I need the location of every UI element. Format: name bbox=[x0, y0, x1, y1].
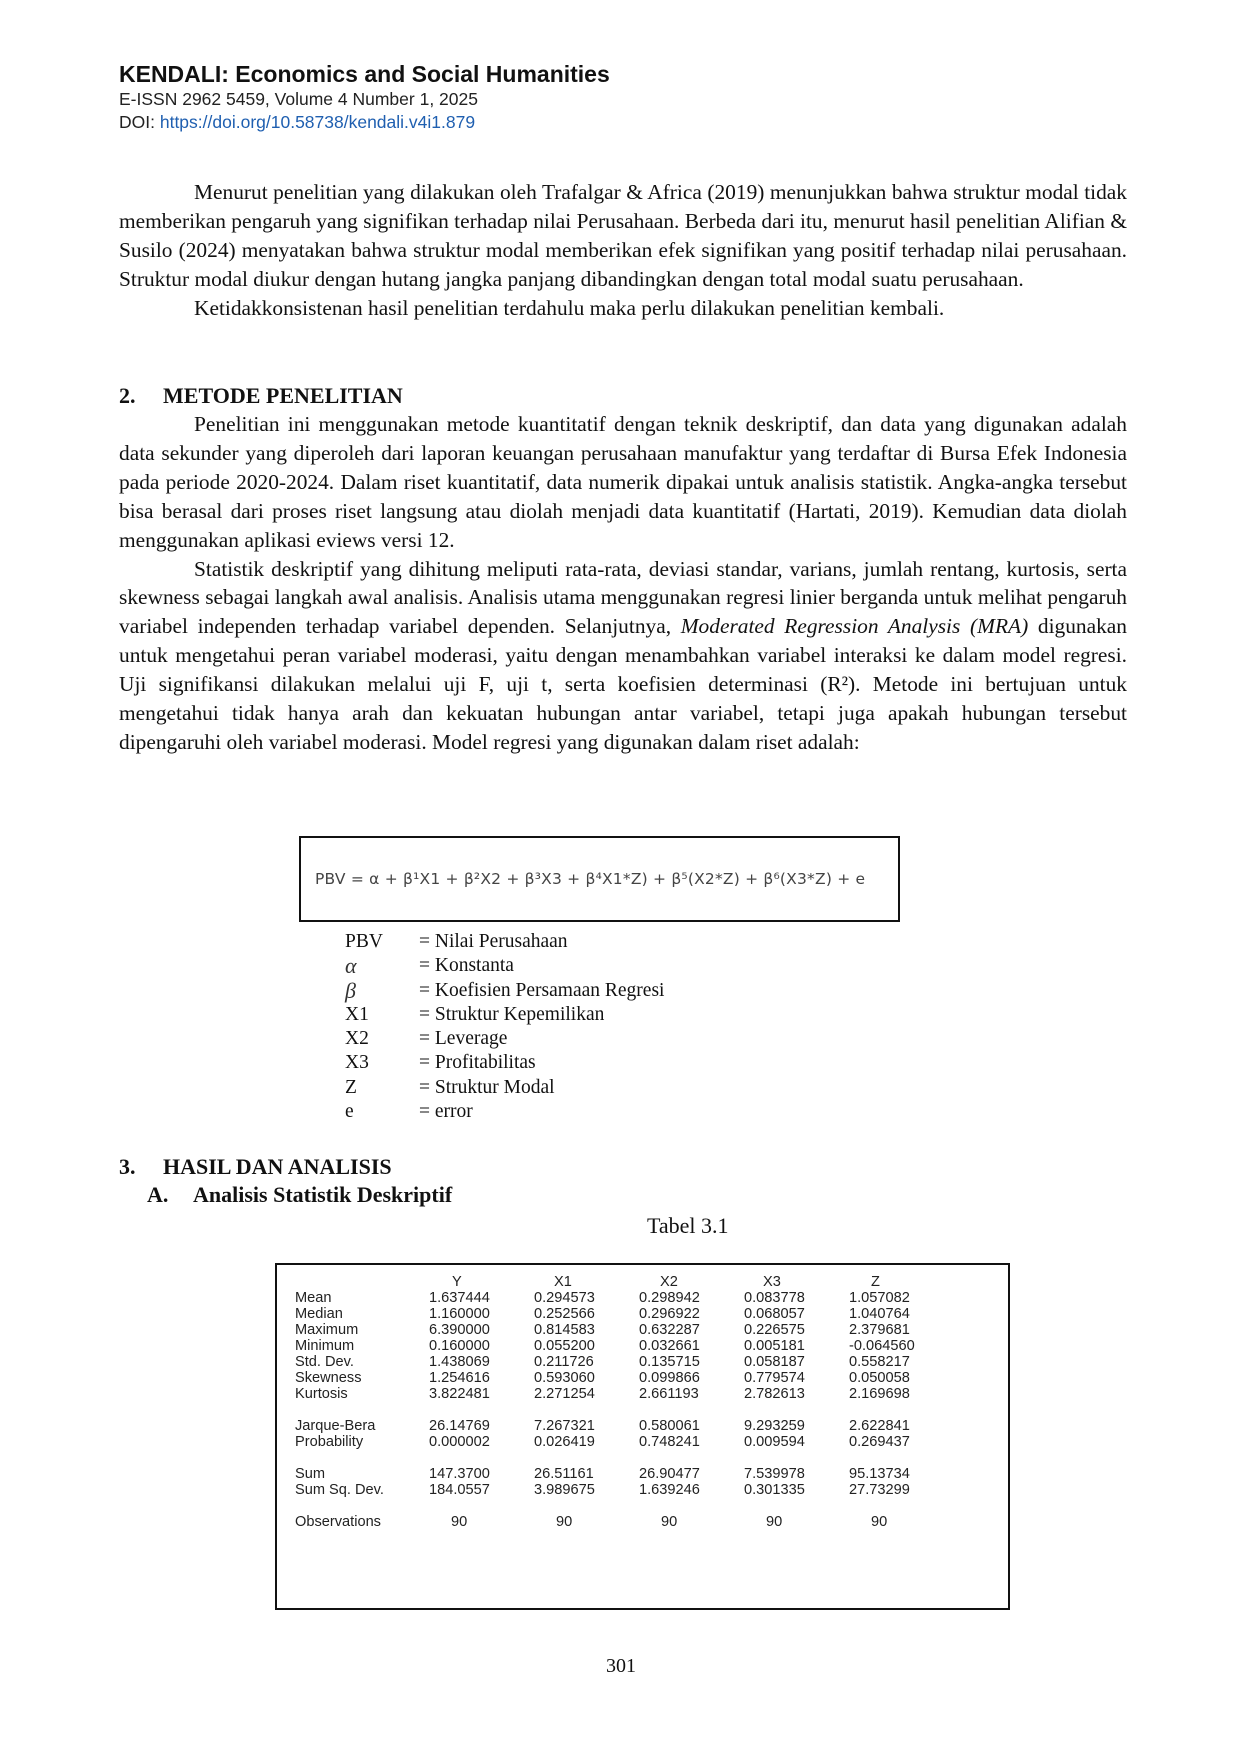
table-cell: 26.90477 bbox=[639, 1466, 700, 1482]
table-cell: 90 bbox=[451, 1514, 468, 1530]
legend-desc: = Struktur Modal bbox=[419, 1076, 555, 1098]
legend-row bbox=[345, 1100, 664, 1124]
method-paragraph-1: Penelitian ini menggunakan metode kuantitatif dengan teknik deskriptif, dan data yang digunakan adalah data sekunder yang diperoleh dari laporan keuangan perusahaan manufaktur yang terdaftar di Bursa Efek Indonesia pada periode 2020-2024. Dalam riset kuantitatif, data numerik dipakai untuk analisis statistik. Angka-angka tersebut bisa berasal dari proses riset langsung atau diolah menjadi data kuantitatif (Hartati, 2019). Kemudian data diolah menggunakan aplikasi eviews versi 12. bbox=[119, 412, 1127, 552]
table-row bbox=[277, 1433, 1008, 1451]
mra-term: Moderated Regression Analysis (MRA) bbox=[680, 614, 1029, 639]
doi-link[interactable]: https://doi.org/10.58738/kendali.v4i1.879 bbox=[159, 112, 476, 132]
table-cell: 0.005181 bbox=[744, 1338, 805, 1354]
legend-row bbox=[345, 954, 664, 978]
legend-desc: = Nilai Perusahaan bbox=[419, 931, 568, 952]
table-cell: 2.169698 bbox=[849, 1386, 910, 1402]
legend-desc: = Konstanta bbox=[419, 955, 514, 977]
table-cell: 95.13734 bbox=[849, 1466, 910, 1482]
table-cell: 1.637444 bbox=[429, 1290, 490, 1306]
table-row bbox=[277, 1385, 1008, 1403]
table-cell: 3.822481 bbox=[429, 1386, 490, 1402]
table-cell: -0.064560 bbox=[849, 1338, 915, 1354]
table-cell: 2.379681 bbox=[849, 1322, 910, 1338]
legend-symbol: PBV bbox=[345, 931, 383, 952]
regression-formula-box bbox=[299, 836, 900, 922]
legend-desc: = Leverage bbox=[419, 1028, 508, 1050]
table-caption: Tabel 3.1 bbox=[647, 1213, 729, 1238]
legend-row bbox=[345, 1076, 664, 1100]
row-label: Kurtosis bbox=[295, 1386, 348, 1402]
row-label: Probability bbox=[295, 1434, 364, 1450]
legend-symbol: X1 bbox=[345, 1003, 369, 1025]
legend-symbol: Z bbox=[345, 1076, 357, 1098]
doi-line bbox=[119, 111, 610, 134]
table-cell: 0.269437 bbox=[849, 1434, 910, 1450]
table-cell: 1.160000 bbox=[429, 1306, 490, 1322]
table-cell: 2.622841 bbox=[849, 1418, 910, 1434]
table-cell: 2.782613 bbox=[744, 1386, 805, 1402]
section-2-title: METODE PENELITIAN bbox=[163, 383, 403, 408]
table-cell: 0.099866 bbox=[639, 1370, 700, 1386]
table-cell: 90 bbox=[871, 1514, 888, 1530]
legend-symbol: β bbox=[345, 977, 356, 1003]
column-header: Y bbox=[452, 1274, 462, 1290]
table-cell: 0.160000 bbox=[429, 1338, 490, 1354]
method-paragraph-2 bbox=[119, 555, 1127, 757]
doi-prefix: DOI: bbox=[119, 112, 160, 132]
subsection-a-number: A. bbox=[147, 1182, 169, 1207]
table-cell: 1.254616 bbox=[429, 1370, 490, 1386]
table-cell: 0.026419 bbox=[534, 1434, 595, 1450]
table-cell: 0.050058 bbox=[849, 1370, 910, 1386]
table-cell: 0.301335 bbox=[744, 1482, 805, 1498]
table-cell: 0.032661 bbox=[639, 1338, 700, 1354]
page-number: 301 bbox=[606, 1655, 636, 1677]
table-cell: 0.296922 bbox=[639, 1306, 700, 1322]
table-cell: 1.438069 bbox=[429, 1354, 490, 1370]
regression-formula: PBV = α + β¹X1 + β²X2 + β³X3 + β⁴X1*Z) + β⁵(X2*Z) + β⁶(X3*Z) + e bbox=[315, 870, 866, 888]
row-label: Median bbox=[295, 1306, 343, 1322]
table-cell: 147.3700 bbox=[429, 1466, 490, 1482]
table-cell: 7.539978 bbox=[744, 1466, 805, 1482]
table-cell: 0.068057 bbox=[744, 1306, 805, 1322]
legend-row bbox=[345, 1051, 664, 1075]
section-3-number: 3. bbox=[119, 1154, 136, 1179]
table-cell: 0.814583 bbox=[534, 1322, 595, 1338]
row-label: Mean bbox=[295, 1290, 332, 1306]
table-cell: 90 bbox=[766, 1514, 783, 1530]
legend-row bbox=[345, 930, 664, 954]
section-2-number: 2. bbox=[119, 383, 136, 408]
section-2-text bbox=[119, 410, 1127, 757]
table-cell: 1.040764 bbox=[849, 1306, 910, 1322]
intro-paragraph-2: Ketidakkonsistenan hasil penelitian terdahulu maka perlu dilakukan penelitian kembali. bbox=[194, 295, 945, 320]
column-header: X2 bbox=[660, 1274, 678, 1290]
subsection-a-title: Analisis Statistik Deskriptif bbox=[193, 1182, 453, 1207]
table-cell: 2.661193 bbox=[639, 1386, 699, 1402]
table-cell: 0.298942 bbox=[639, 1290, 700, 1306]
journal-title: KENDALI: Economics and Social Humanities bbox=[119, 61, 610, 87]
table-cell: 90 bbox=[661, 1514, 678, 1530]
row-label: Jarque-Bera bbox=[295, 1418, 376, 1434]
table-cell: 0.211726 bbox=[534, 1354, 594, 1370]
legend-symbol: X2 bbox=[345, 1028, 369, 1050]
table-cell: 7.267321 bbox=[534, 1418, 595, 1434]
legend-symbol: e bbox=[345, 1101, 354, 1123]
subsection-a-heading bbox=[147, 1181, 452, 1209]
table-cell: 27.73299 bbox=[849, 1482, 910, 1498]
table-cell: 0.580061 bbox=[639, 1418, 700, 1434]
legend-desc: = Koefisien Persamaan Regresi bbox=[419, 979, 665, 1001]
row-label: Std. Dev. bbox=[295, 1354, 354, 1370]
table-cell: 0.779574 bbox=[744, 1370, 805, 1386]
table-cell: 26.51161 bbox=[534, 1466, 594, 1482]
column-header: X1 bbox=[554, 1274, 572, 1290]
table-cell: 3.989675 bbox=[534, 1482, 595, 1498]
table-row bbox=[277, 1513, 1008, 1531]
row-label: Skewness bbox=[295, 1370, 362, 1386]
table-cell: 0.055200 bbox=[534, 1338, 595, 1354]
legend-row bbox=[345, 979, 664, 1003]
table-cell: 1.057082 bbox=[849, 1290, 910, 1306]
column-header: Z bbox=[871, 1274, 880, 1290]
table-cell: 0.009594 bbox=[744, 1434, 805, 1450]
table-cell: 6.390000 bbox=[429, 1322, 490, 1338]
legend-desc: = error bbox=[419, 1101, 473, 1123]
table-cell: 0.058187 bbox=[744, 1354, 805, 1370]
table-cell: 0.252566 bbox=[534, 1306, 595, 1322]
method-p2-before: Statistik deskriptif yang dihitung meliputi rata-rata, deviasi standar, varians, jumlah rentang, kurtosis, serta skewness sebagai langkah awal analisis. Analisis utama menggunakan regresi linier berganda untuk melihat pengaruh variabel independen terhadap variabel dependen. Selanjutnya, bbox=[119, 556, 1127, 639]
table-cell: 0.558217 bbox=[849, 1354, 910, 1370]
legend-desc: = Profitabilitas bbox=[419, 1052, 536, 1074]
table-cell: 184.0557 bbox=[429, 1482, 490, 1498]
table-cell: 0.000002 bbox=[429, 1434, 490, 1450]
section-3-title: HASIL DAN ANALISIS bbox=[163, 1154, 392, 1179]
table-cell: 1.639246 bbox=[639, 1482, 700, 1498]
table-cell: 90 bbox=[556, 1514, 573, 1530]
legend-desc: = Struktur Kepemilikan bbox=[419, 1003, 605, 1025]
row-label: Sum bbox=[295, 1466, 326, 1482]
table-cell: 0.226575 bbox=[744, 1322, 805, 1338]
row-label: Minimum bbox=[295, 1338, 355, 1354]
table-cell: 9.293259 bbox=[744, 1418, 805, 1434]
method-p2-after: digunakan untuk mengetahui peran variabel moderasi, yaitu dengan menambahkan variabel interaksi ke dalam model regresi. Uji signifikansi dilakukan melalui uji F, uji t, serta koefisien determinasi (R²). Metode ini bertujuan untuk mengetahui tidak hanya arah dan kekuatan hubungan antar variabel, tetapi juga apakah hubungan tersebut dipengaruhi oleh variabel moderasi. Model regresi yang digunakan dalam riset adalah: bbox=[119, 614, 1127, 754]
legend-row bbox=[345, 1003, 664, 1027]
table-cell: 0.593060 bbox=[534, 1370, 595, 1386]
table-cell: 26.14769 bbox=[429, 1418, 490, 1434]
section-3-heading bbox=[119, 1153, 392, 1181]
legend-symbol: X3 bbox=[345, 1052, 369, 1074]
legend-row bbox=[345, 1027, 664, 1051]
issn-line: E-ISSN 2962 5459, Volume 4 Number 1, 2025 bbox=[119, 89, 478, 109]
table-cell: 0.083778 bbox=[744, 1290, 805, 1306]
section-2-heading bbox=[119, 382, 403, 410]
column-header: X3 bbox=[763, 1274, 781, 1290]
row-label: Observations bbox=[295, 1514, 381, 1530]
journal-header bbox=[119, 60, 610, 134]
intro-text bbox=[119, 178, 1127, 323]
table-cell: 0.748241 bbox=[639, 1434, 700, 1450]
legend-symbol: α bbox=[345, 953, 357, 979]
table-cell: 2.271254 bbox=[534, 1386, 595, 1402]
variable-legend bbox=[345, 930, 664, 1124]
table-cell: 0.632287 bbox=[639, 1322, 700, 1338]
descriptive-stats-table bbox=[275, 1263, 1010, 1610]
table-row bbox=[277, 1481, 1008, 1499]
intro-paragraph-1: Menurut penelitian yang dilakukan oleh Trafalgar & Africa (2019) menunjukkan bahwa struktur modal tidak memberikan pengaruh yang signifikan terhadap nilai Perusahaan. Berbeda dari itu, menurut hasil penelitian Alifian & Susilo (2024) menyatakan bahwa struktur modal memberikan efek signifikan yang positif terhadap nilai perusahaan. Struktur modal diukur dengan hutang jangka panjang dibandingkan dengan total modal suatu perusahaan. bbox=[119, 180, 1127, 291]
table-cell: 0.135715 bbox=[639, 1354, 700, 1370]
row-label: Maximum bbox=[295, 1322, 359, 1338]
table-cell: 0.294573 bbox=[534, 1290, 595, 1306]
row-label: Sum Sq. Dev. bbox=[295, 1482, 384, 1498]
